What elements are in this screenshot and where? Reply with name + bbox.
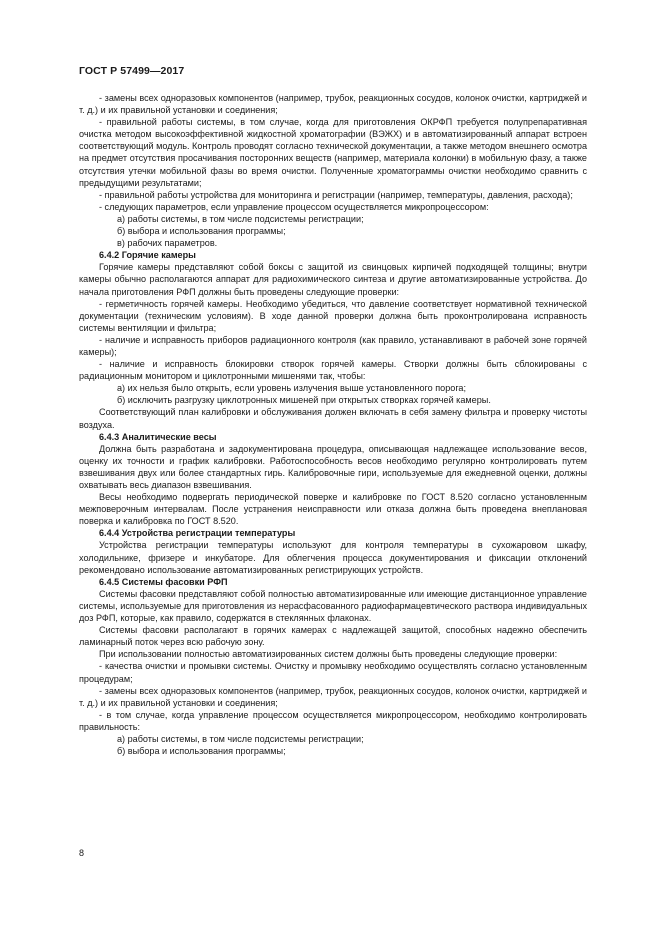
list-item: - наличие и исправность приборов радиационного контроля (как правило, устанавливают в рабочей зоне горячей камеры); bbox=[79, 334, 587, 357]
list-item: - правильной работы устройства для мониторинга и регистрации (например, температуры, давления, расхода); bbox=[99, 189, 573, 200]
sub-list-item: а) работы системы, в том числе подсистемы регистрации; bbox=[117, 213, 364, 224]
list-item: - герметичность горячей камеры. Необходимо убедиться, что давление соответствует нормативной технической документации (техническим условиям). В ходе данной проверки должна быть проконтролирована исправность системы вентиляции и фильтра; bbox=[79, 298, 587, 333]
paragraph: Системы фасовки располагают в горячих камерах с надлежащей защитой, способных надежно обеспечить ламинарный поток через всю рабочую зону. bbox=[79, 625, 587, 648]
section-heading: 6.4.3 Аналитические весы bbox=[99, 431, 217, 442]
list-item: - качества очистки и промывки системы. Очистку и промывку необходимо осуществлять согласно установленным процедурам; bbox=[79, 661, 587, 684]
list-item: - в том случае, когда управление процессом осуществляется микропроцессором, необходимо контролировать правильность: bbox=[79, 709, 587, 732]
sub-list-item: а) их нельзя было открыть, если уровень излучения выше установленного порога; bbox=[117, 383, 467, 394]
page-number: 8 bbox=[79, 848, 85, 858]
document-body bbox=[79, 92, 587, 757]
list-item: - наличие и исправность блокировки створок горячей камеры. Створки должны быть сблокированы с радиационным монитором и циклотронными мишенями так, чтобы: bbox=[79, 359, 587, 382]
sub-list-item: б) выбора и использования программы; bbox=[117, 226, 286, 237]
sub-list-item: а) работы системы, в том числе подсистемы регистрации; bbox=[117, 733, 364, 744]
sub-list-item: б) исключить разгрузку циклотронных мишеней при открытых створках горячей камеры. bbox=[117, 395, 491, 406]
list-item: - правильной работы системы, в том случае, когда для приготовления ОКРФП требуется полупрепаративная очистка методом высокоэффективной жидкостной хроматографии (ВЭЖХ) и в автоматизированный аппарат встроен соответствующий модуль. Контроль проводят согласно технической документации, а также методом внешнего осмотра на предмет отсутствия просачивания посторонних веществ (например, материала колонки) в мобильную фазу, а также отсутствия утечки мобильной фазы во время очистки. Полученные хроматограммы очистки необходимо сравнить с предыдущими результатами; bbox=[79, 117, 587, 188]
sub-list-item: б) выбора и использования программы; bbox=[117, 746, 286, 757]
list-item: - замены всех одноразовых компонентов (например, трубок, реакционных сосудов, колонок очистки, картриджей и т. д.) и их правильной установки и соединения; bbox=[79, 93, 587, 116]
paragraph: Горячие камеры представляют собой боксы с защитой из свинцовых кирпичей подходящей толщины; внутри камеры обычно располагаются аппарат для радиохимического синтеза и другие автоматизированные устройства. До начала приготовления РФП должны быть проведены следующие проверки: bbox=[79, 262, 587, 297]
document-header: ГОСТ Р 57499—2017 bbox=[79, 65, 185, 77]
section-heading: 6.4.2 Горячие камеры bbox=[99, 250, 196, 261]
paragraph: Устройства регистрации температуры используют для контроля температуры в сухожаровом шкафу, холодильнике, фризере и инкубаторе. Для облегчения процесса документирования и фиксации отклонений рекомендовано использование автоматизированных регистрирующих устройств. bbox=[79, 540, 587, 575]
paragraph: При использовании полностью автоматизированных систем должны быть проведены следующие проверки: bbox=[99, 649, 558, 660]
paragraph: Системы фасовки представляют собой полностью автоматизированные или имеющие дистанционное управление системы, используемые для приготовления из нерасфасованного радиофармацевтического раствора индивидуальных доз РФП, которые, как правило, содержатся в стеклянных флаконах. bbox=[79, 588, 587, 624]
section-heading: 6.4.5 Системы фасовки РФП bbox=[99, 576, 228, 587]
list-item: - следующих параметров, если управление процессом осуществляется микропроцессором: bbox=[99, 201, 489, 212]
list-item: - замены всех одноразовых компонентов (например, трубок, реакционных сосудов, колонок очистки, картриджей и т. д.) и их правильной установки и соединения; bbox=[79, 685, 587, 708]
section-heading: 6.4.4 Устройства регистрации температуры bbox=[99, 528, 296, 539]
paragraph: Весы необходимо подвергать периодической поверке и калибровке по ГОСТ 8.520 согласно установленным межповерочным интервалам. После устранения неисправности или отказа должна быть проведена внеплановая поверка и калибровка по ГОСТ 8.520. bbox=[79, 492, 587, 527]
paragraph: Соответствующий план калибровки и обслуживания должен включать в себя замену фильтра и проверку чистоты воздуха. bbox=[79, 407, 587, 430]
sub-list-item: в) рабочих параметров. bbox=[117, 238, 218, 249]
paragraph: Должна быть разработана и задокументирована процедура, описывающая надлежащее использование весов, оценку их точности и график калибровки. Работоспособность весов необходимо регулярно контролировать путем взвешивания двух или более стандартных гирь. Калибровочные гири, используемые для ежедневной оценки, должны охватывать весь диапазон взвешивания. bbox=[79, 443, 587, 490]
